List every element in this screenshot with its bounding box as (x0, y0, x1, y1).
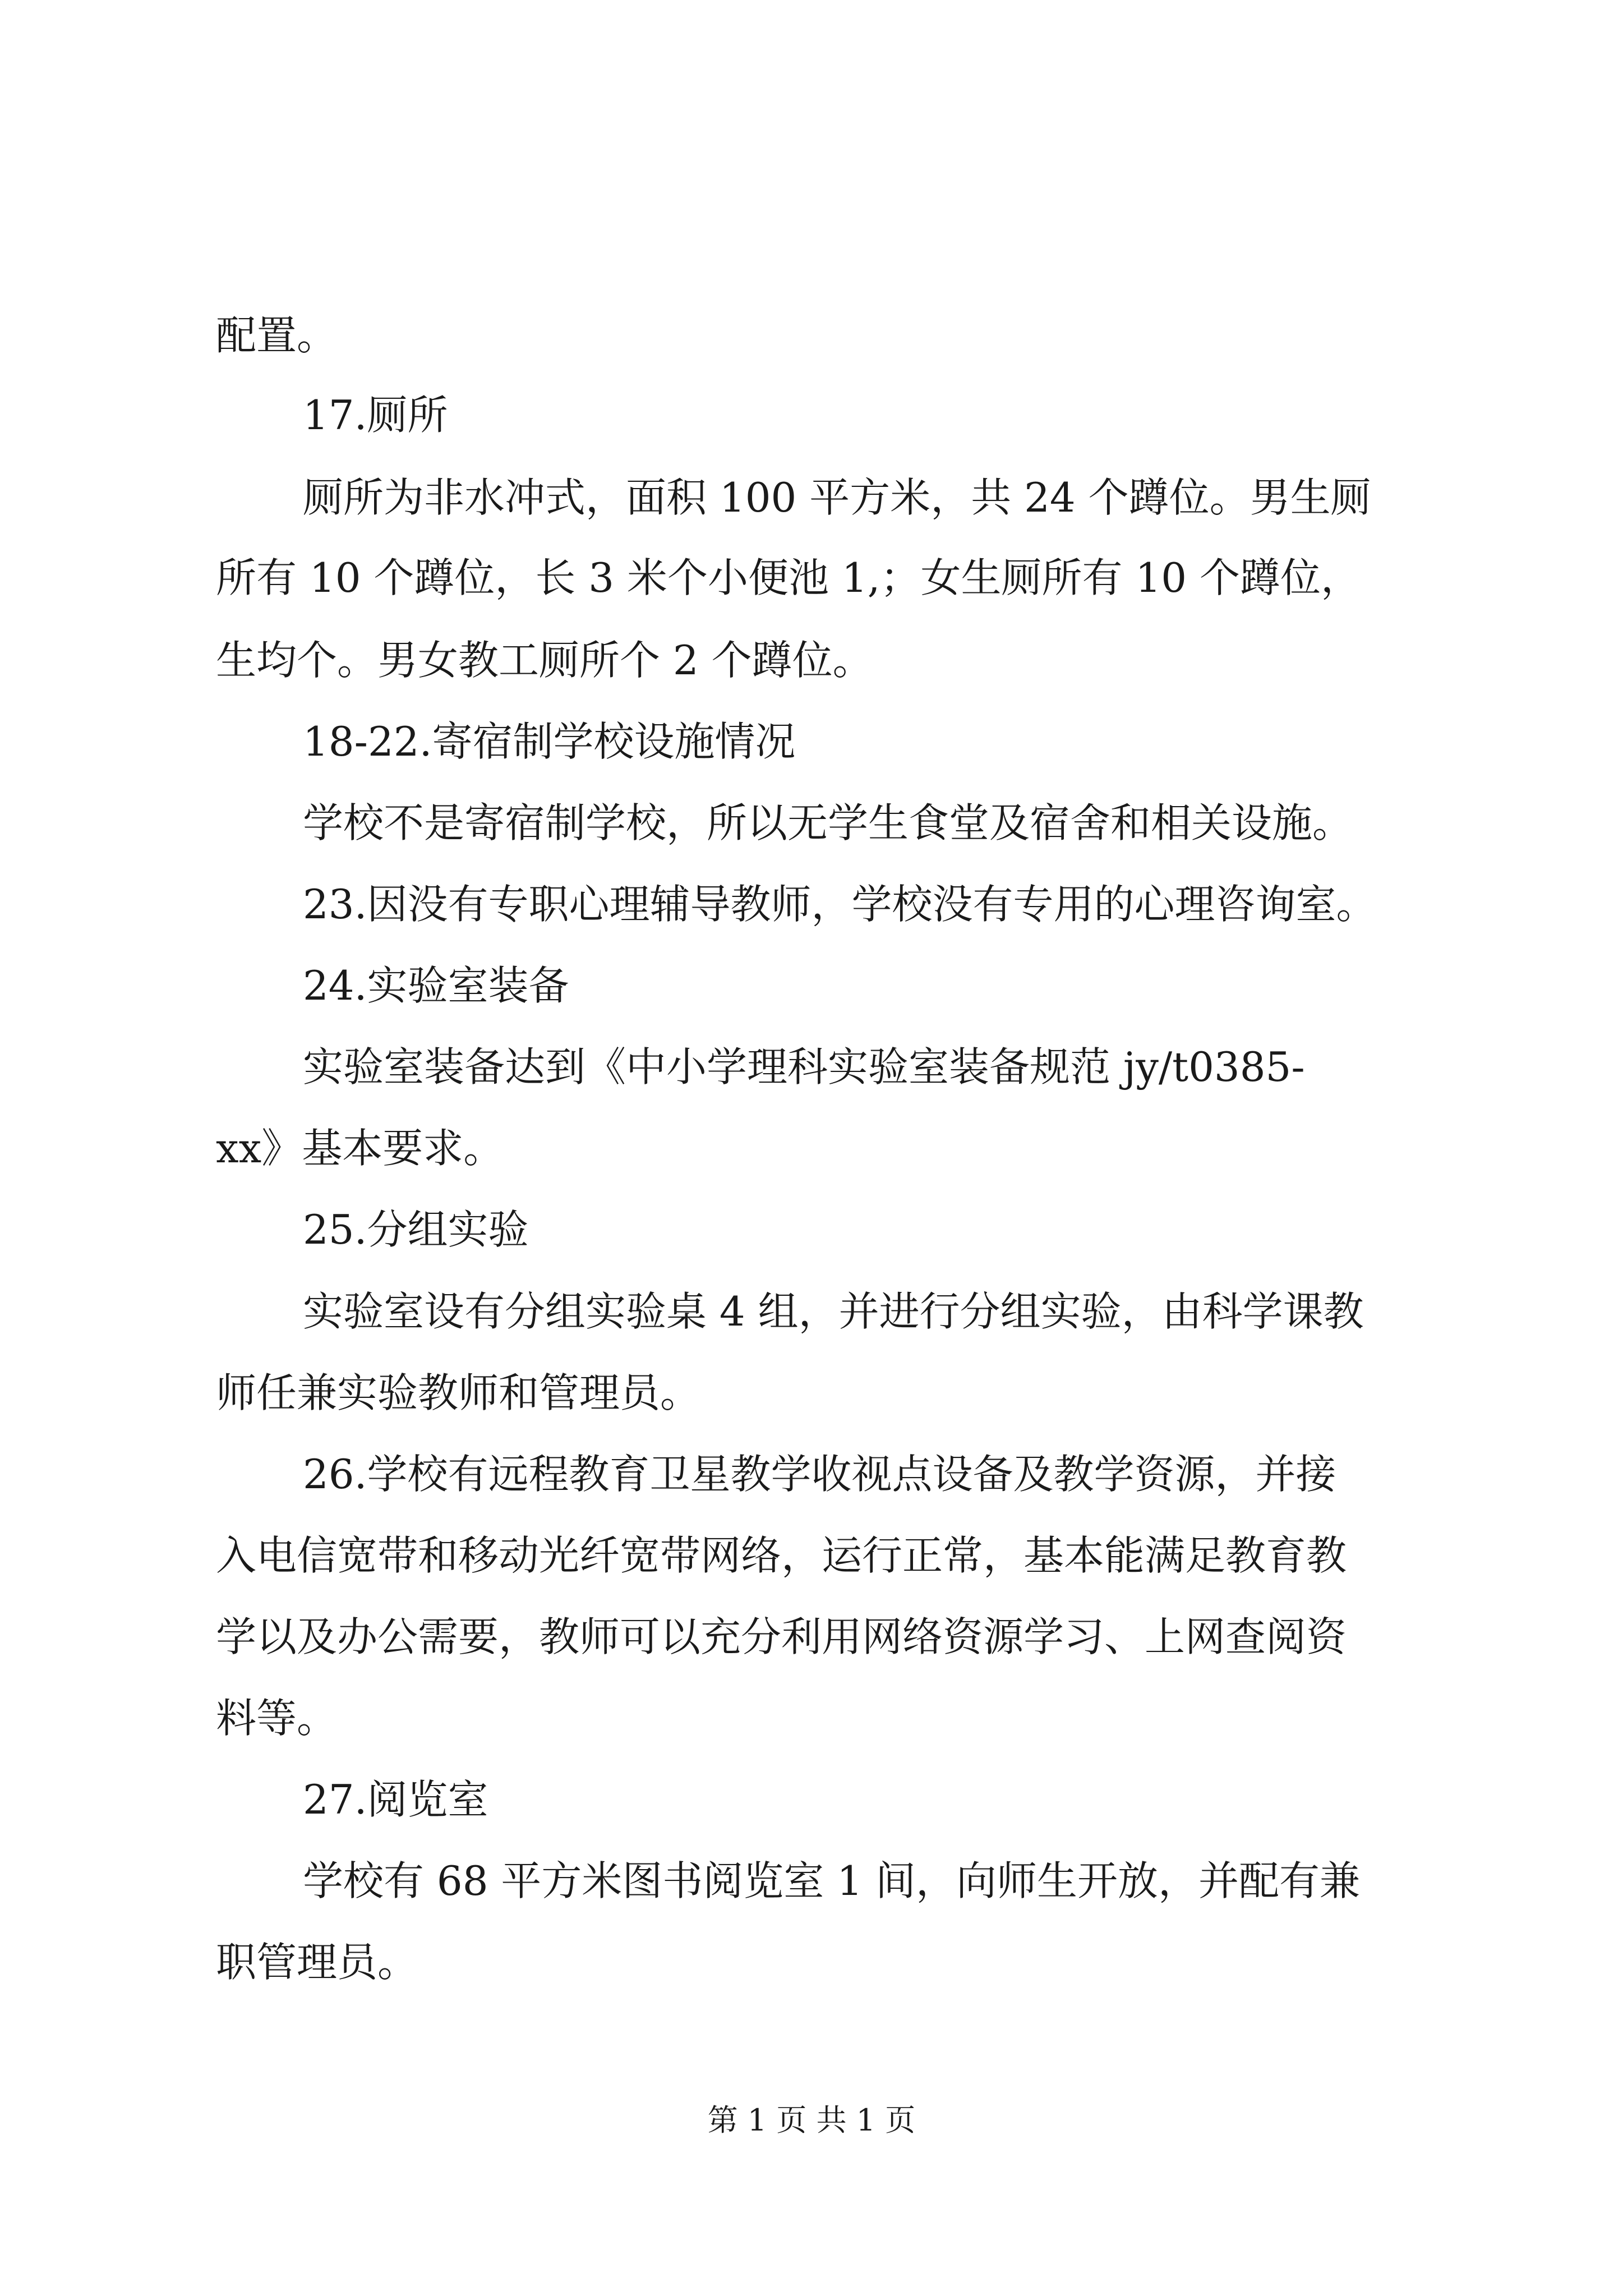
paragraph-line: 职管理员。 (216, 1939, 418, 1986)
paragraph-line: 学以及办公需要，教师可以充分利用网络资源学习、上网查阅资 (216, 1613, 1347, 1660)
section-heading: 24.实验室装备 (303, 962, 569, 1009)
paragraph-line: 生均个。男女教工厕所个 2 个蹲位。 (216, 637, 873, 684)
paragraph-line: 所有 10 个蹲位，长 3 米个小便池 1,；女生厕所有 10 个蹲位， (216, 554, 1361, 601)
section-heading: 17.厕所 (303, 392, 448, 439)
paragraph-line: 师任兼实验教师和管理员。 (216, 1369, 701, 1416)
paragraph-line: 料等。 (216, 1695, 338, 1742)
paragraph-line: 配置。 (216, 312, 338, 359)
section-heading: 18-22.寄宿制学校设施情况 (303, 718, 796, 765)
paragraph-line: 实验室装备达到《中小学理科实验室装备规范 jy/t0385- (303, 1043, 1305, 1091)
paragraph-line: 26.学校有远程教育卫星教学收视点设备及教学资源，并接 (303, 1451, 1336, 1498)
paragraph-line: 学校有 68 平方米图书阅览室 1 间，向师生开放，并配有兼 (303, 1857, 1360, 1904)
paragraph-line: 厕所为非水冲式，面积 100 平方米，共 24 个蹲位。男生厕 (303, 474, 1371, 521)
paragraph-line: 实验室设有分组实验桌 4 组，并进行分组实验，由科学课教 (303, 1288, 1364, 1335)
paragraph-line: 学校不是寄宿制学校，所以无学生食堂及宿舍和相关设施。 (303, 799, 1353, 846)
section-heading: 25.分组实验 (303, 1206, 529, 1253)
section-heading: 27.阅览室 (303, 1776, 488, 1823)
paragraph-line: xx》基本要求。 (216, 1125, 504, 1172)
paragraph-line: 入电信宽带和移动光纤宽带网络，运行正常，基本能满足教育教 (216, 1532, 1347, 1579)
paragraph-line: 23.因没有专职心理辅导教师，学校没有专用的心理咨询室。 (303, 881, 1377, 928)
page-footer: 第 1 页 共 1 页 (707, 2102, 916, 2138)
